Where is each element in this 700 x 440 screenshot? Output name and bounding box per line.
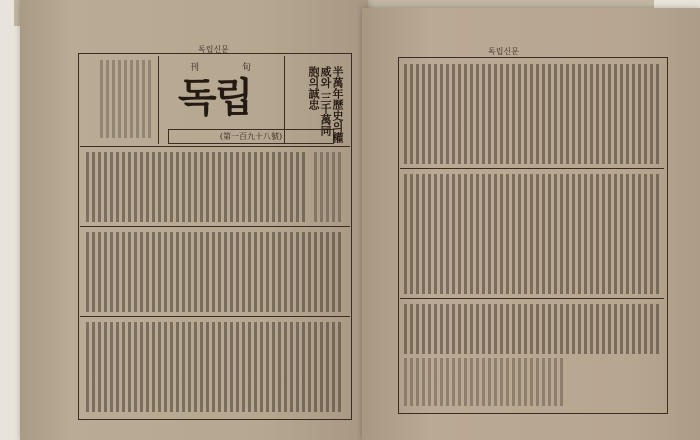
left-section-rule-1 [80, 226, 350, 227]
newspaper-title: 독립 [178, 74, 252, 121]
right-body-block-4 [404, 358, 564, 406]
right-section-rule-2 [400, 298, 664, 299]
left-body-block-3 [86, 322, 344, 412]
right-masthead-strip [488, 46, 519, 57]
left-body-side-block [314, 152, 344, 222]
left-body-block-1 [86, 152, 308, 222]
left-header-rule [158, 56, 159, 144]
title-small-right: 旬 [242, 63, 252, 73]
left-header-side-text [100, 60, 154, 138]
front-headline: 半萬年歷史의權威와 三千萬同胞의誠忠 [307, 66, 344, 143]
right-section-rule-1 [400, 168, 664, 169]
title-small-left: 刊 [190, 63, 200, 73]
issue-number: (第一百九十八號) [168, 129, 334, 144]
right-body-block-3 [404, 304, 660, 354]
left-body-block-2 [86, 232, 344, 312]
right-body-block-1 [404, 64, 660, 164]
left-section-rule-2 [80, 316, 350, 317]
right-masthead-text: 독립신문 [488, 47, 519, 56]
left-header-rule-2 [284, 56, 285, 144]
left-masthead-text: 독립신문 [198, 45, 229, 54]
left-header-bottom-rule [80, 146, 350, 147]
right-body-block-2 [404, 174, 660, 294]
